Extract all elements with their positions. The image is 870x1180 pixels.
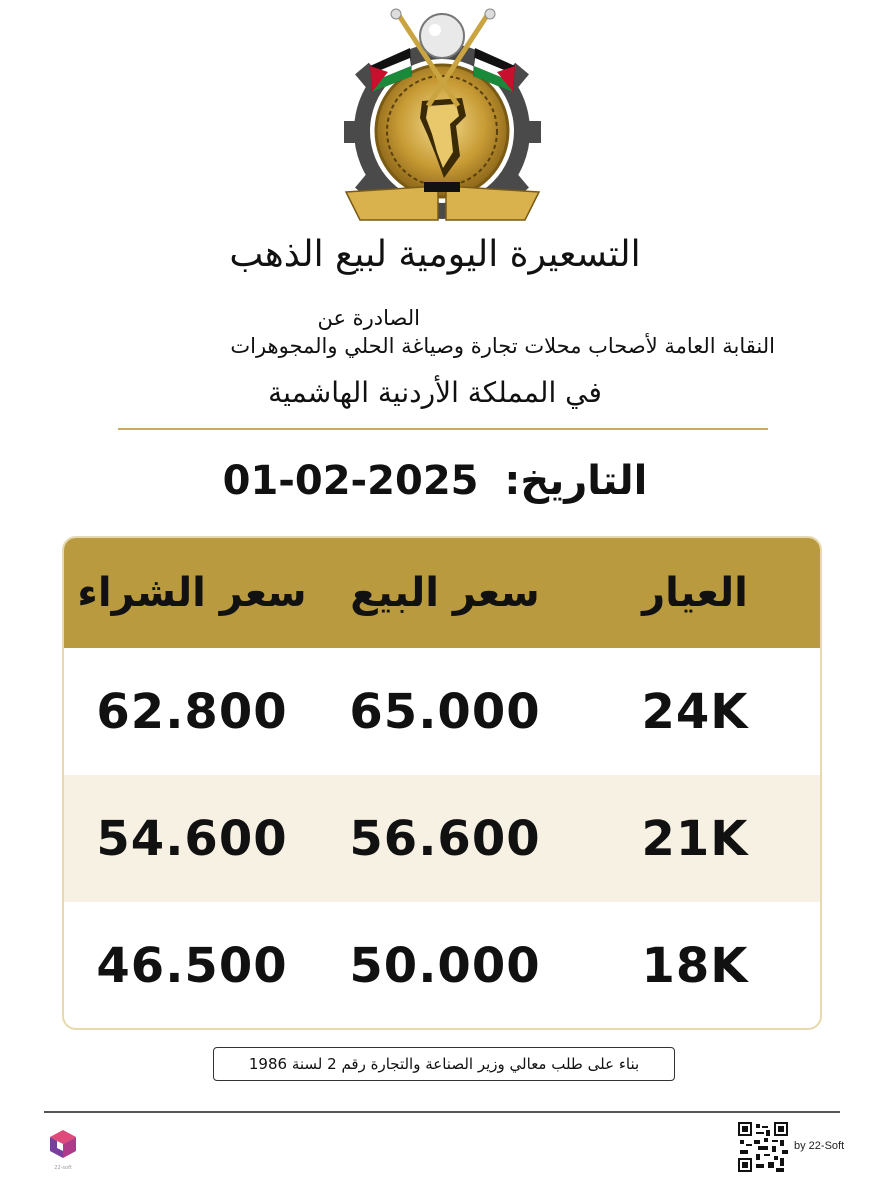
page-title: التسعيرة اليومية لبيع الذهب (229, 234, 641, 275)
karat-cell: 18K (641, 937, 749, 994)
header-buy-price: سعر الشراء (77, 570, 307, 616)
table-row (64, 902, 820, 1029)
brand-caption: 22-soft (54, 1165, 72, 1171)
gold-divider (118, 428, 768, 430)
date-value: 01-02-2025 (222, 458, 479, 504)
footer-divider (44, 1111, 840, 1113)
organization-name: النقابة العامة لأصحاب محلات تجارة وصياغة الحلي والمجوهرات (230, 334, 775, 358)
buy-price-cell: 62.800 (96, 683, 288, 740)
decree-note: بناء على طلب معالي وزير الصناعة والتجارة رقم 2 لسنة 1986 (213, 1047, 675, 1081)
sell-price-cell: 65.000 (349, 683, 541, 740)
credit-text: by 22-Soft (794, 1140, 845, 1152)
brand-cube-icon (48, 1128, 78, 1172)
karat-cell: 24K (641, 683, 749, 740)
kingdom-name: في المملكة الأردنية الهاشمية (268, 376, 602, 409)
table-row (64, 648, 820, 775)
table-row (64, 775, 820, 902)
buy-price-cell: 54.600 (96, 810, 288, 867)
header-sell-price: سعر البيع (350, 570, 540, 616)
buy-price-cell: 46.500 (96, 937, 288, 994)
header-karat: العيار (642, 570, 748, 616)
union-emblem-icon (340, 6, 545, 231)
issued-by-text: الصادرة عن (317, 306, 420, 330)
price-table (62, 536, 822, 1030)
qr-code-icon[interactable] (738, 1122, 788, 1172)
sell-price-cell: 56.600 (349, 810, 541, 867)
date-label: التاريخ: (504, 458, 648, 504)
sell-price-cell: 50.000 (349, 937, 541, 994)
date-row (0, 458, 870, 504)
karat-cell: 21K (641, 810, 749, 867)
table-header (64, 538, 820, 648)
